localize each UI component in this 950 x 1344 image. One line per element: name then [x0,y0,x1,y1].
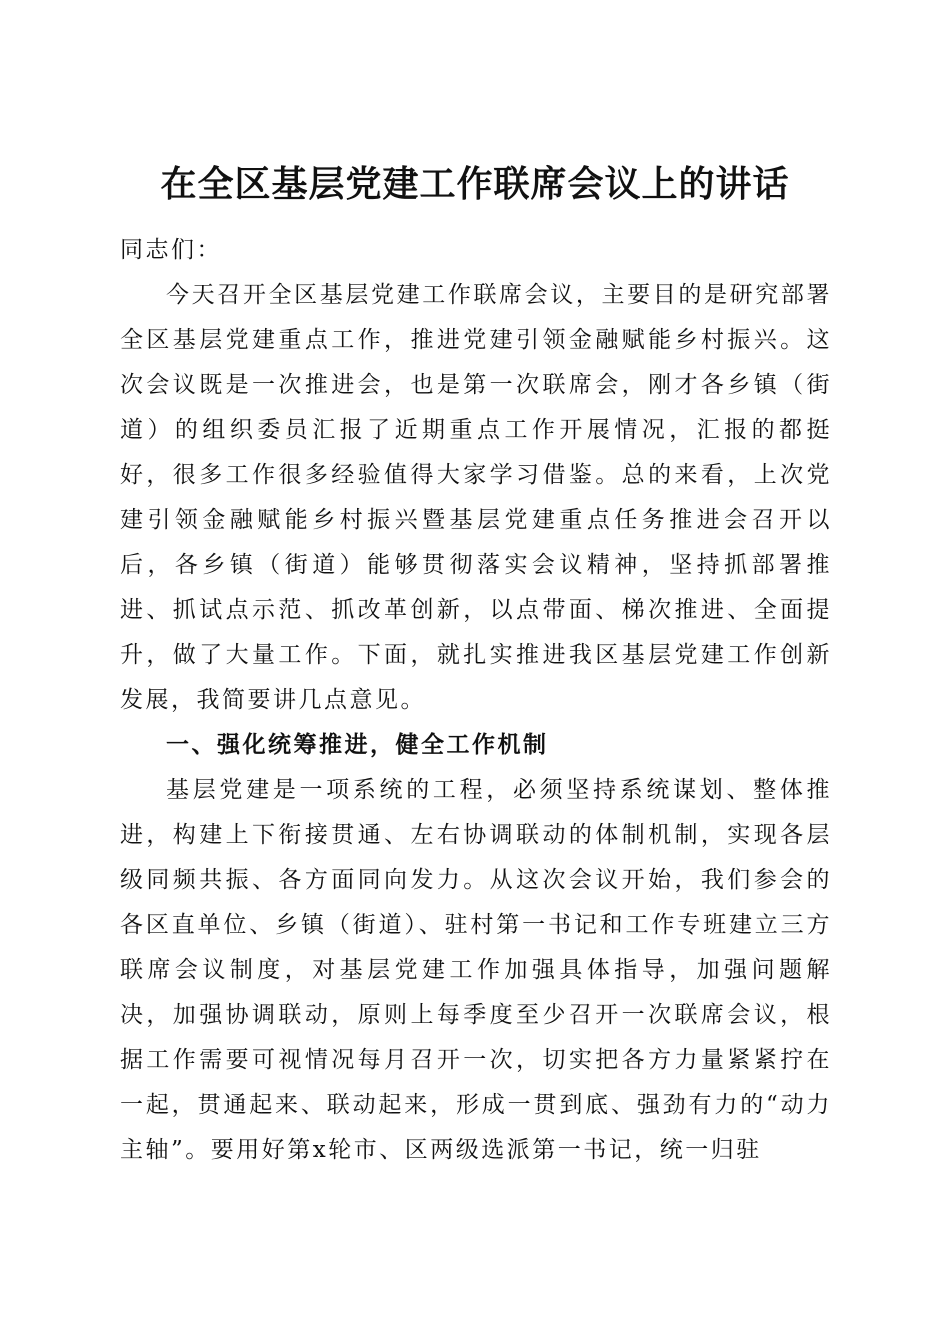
salutation: 同志们： [120,237,222,263]
document-body [120,228,832,1173]
intro-paragraph: 今天召开全区基层党建工作联席会议，主要目的是研究部署全区基层党建重点工作，推进党建引领金融赋能乡村振兴。这次会议既是一次推进会，也是第一次联席会，刚才各乡镇（街道）的组织委员汇报了近期重点工作开展情况，汇报的都挺好，很多工作很多经验值得大家学习借鉴。总的来看，上次党建引领金融赋能乡村振兴暨基层党建重点任务推进会召开以后，各乡镇（街道）能够贯彻落实会议精神，坚持抓部署推进、抓试点示范、抓改革创新，以点带面、梯次推进、全面提升，做了大量工作。下面，就扎实推进我区基层党建工作创新发展，我简要讲几点意见。 [120,282,832,713]
document-title: 在全区基层党建工作联席会议上的讲话 [160,163,790,206]
section-paragraph: 基层党建是一项系统的工程，必须坚持系统谋划、整体推进，构建上下衔接贯通、左右协调联动的体制机制，实现各层级同频共振、各方面同向发力。从这次会议开始，我们参会的各区直单位、乡镇（街道）、驻村第一书记和工作专班建立三方联席会议制度，对基层党建工作加强具体指导，加强问题解决，加强协调联动，原则上每季度至少召开一次联席会议，根据工作需要可视情况每月召开一次，切实把各方力量紧紧拧在一起，贯通起来、联动起来，形成一贯到底、强劲有力的“动力主轴”。要用好第x轮市、区两级选派第一书记，统一归驻 [120,777,832,1163]
section-heading: 一、强化统筹推进，健全工作机制 [166,732,549,758]
